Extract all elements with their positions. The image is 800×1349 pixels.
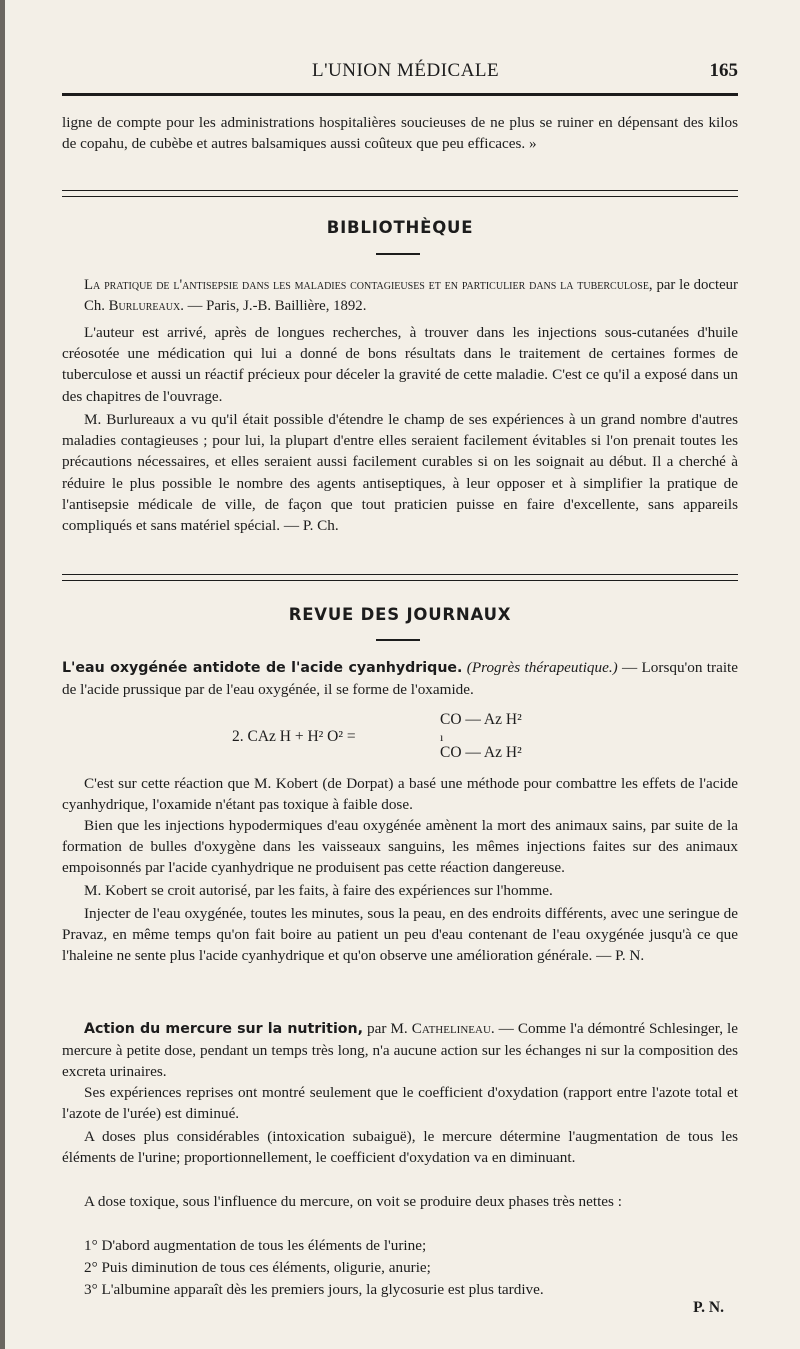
article-2-paragraph-2: A doses plus considérables (intoxication subaiguë), le mercure détermine l'augmentation de tous les éléments de l'urine; proportionnellement, le coefficient d'oxydation va en diminuant. — [62, 1128, 738, 1167]
book-reference — [62, 275, 738, 317]
book-author: Burlureaux — [108, 298, 181, 314]
book-title: La pratique de l'antisepsie dans les maladies contagieuses et en particulier dans la tuberculose, — [84, 277, 653, 293]
title-underline — [376, 253, 420, 255]
intro-paragraph: ligne de compte pour les administrations hospitalières soucieuses de ne plus se ruiner en dépensant des kilos de copahu, de cubèbe et autres balsamiques aussi coûteux que peu efficaces. » — [62, 114, 738, 153]
article-1-heading: L'eau oxygénée antidote de l'acide cyanhydrique. — [62, 660, 463, 676]
formula-left: 2. CAz H + H² O² = — [232, 728, 356, 745]
running-header — [62, 58, 738, 88]
article-1-paragraph-1: C'est sur cette réaction que M. Kobert (de Dorpat) a basé une méthode pour combattre les effets de l'acide cyanhydrique, l'oxamide n'étant pas toxique à faible dose. — [62, 775, 738, 814]
article-1-paragraph-2: Bien que les injections hypodermiques d'eau oxygénée amènent la mort des animaux sains, par suite de la formation de bulles d'oxygène dans les vaisseaux sanguins, les mêmes injections faites sur des animaux empoisonnés par l'acide cyanhydrique ne produisent pas cette réaction dangereuse. — [62, 817, 738, 877]
article-1-source: (Progrès thérapeutique.) — [466, 659, 618, 676]
list-item: 3° L'albumine apparaît dès les premiers jours, la glycosurie est plus tardive. — [84, 1281, 544, 1298]
section-divider — [62, 574, 738, 581]
header-rule — [62, 93, 738, 96]
formula-bond: ı — [440, 730, 444, 744]
formula-top: CO — Az H² — [440, 711, 522, 728]
signature: P. N. — [693, 1299, 724, 1316]
article-1-paragraph-3: M. Kobert se croit autorisé, par les faits, à faire des expériences sur l'homme. — [84, 882, 553, 899]
title-underline — [376, 639, 420, 641]
book-by: par le docteur Ch. — [84, 277, 738, 314]
article-1-paragraph-4: Injecter de l'eau oxygénée, toutes les minutes, sous la peau, en des endroits différents, avec une seringue de Pravaz, en même temps qu'on fait boire au patient un peu d'eau contenant de l'eau oxygénée jusqu'à ce que l'haleine ne sente plus l'acide cyanhydrique et qu'on observe une amélioration générale. — P. N. — [62, 905, 738, 965]
list-item: 1° D'abord augmentation de tous les éléments de l'urine; — [84, 1237, 427, 1254]
article-2-lead — [62, 1018, 738, 1083]
section-divider — [62, 190, 738, 197]
article-2-heading: Action du mercure sur la nutrition, — [84, 1021, 364, 1037]
page-edge — [0, 0, 5, 1349]
article-2-lead-text: . — Comme l'a démontré Schlesinger, le mercure à petite dose, pendant un temps très long, n'a aucune action sur les échanges ni sur la composition des excreta urinaires. — [62, 1020, 738, 1081]
article-2-author: Cathelineau — [411, 1020, 491, 1037]
journal-title: L'UNION MÉDICALE — [312, 60, 500, 81]
page-number: 165 — [709, 60, 738, 81]
review-paragraph-2: M. Burlureaux a vu qu'il était possible d'étendre le champ de ses expériences à un grand nombre d'autres maladies contagieuses ; pour lui, la plupart d'entre elles seraient facilement évitables si l'on prenait toutes les précautions nécessaires, et elles seraient aussi facilement curables si on les soignait au début. Il a cherché à réduire le plus possible le nombre des agents antiseptiques, à leur opposer et à simplifier la pratique de l'antisepsie médicale de ville, de façon que tout praticien puisse en faire d'excellente, sans appareils compliqués et sans matériel spécial. — P. Ch. — [62, 411, 738, 535]
article-1-lead-text: — Lorsqu'on traite de l'acide prussique par de l'eau oxygénée, il se forme de l'oxamide. — [62, 659, 738, 699]
article-1-lead — [62, 657, 738, 700]
article-2-paragraph-1: Ses expériences reprises ont montré seulement que le coefficient d'oxydation (rapport entre l'azote total et l'azote de l'urée) est diminué. — [62, 1084, 738, 1123]
article-2-by: par M. — [363, 1020, 412, 1037]
section-title-bibliotheque: BIBLIOTHÈQUE — [326, 218, 474, 237]
section-title-revue: REVUE DES JOURNAUX — [288, 605, 512, 624]
list-item: 2° Puis diminution de tous ces éléments, oligurie, anurie; — [84, 1259, 431, 1276]
article-2-paragraph-3: A dose toxique, sous l'influence du mercure, on voit se produire deux phases très nettes : — [84, 1193, 622, 1210]
formula-bottom: CO — Az H² — [440, 744, 522, 761]
review-paragraph-1: L'auteur est arrivé, après de longues recherches, à trouver dans les injections sous-cutanées d'huile créosotée une médication qui lui a donné de bons résultats dans le traitement de certaines formes de tuberculose et aussi un réactif précieux pour déceler la gravité de cette maladie. C'est ce qu'il a exposé dans un des chapitres de l'ouvrage. — [62, 324, 738, 405]
book-publisher: . — Paris, J.-B. Baillière, 1892. — [180, 298, 367, 314]
